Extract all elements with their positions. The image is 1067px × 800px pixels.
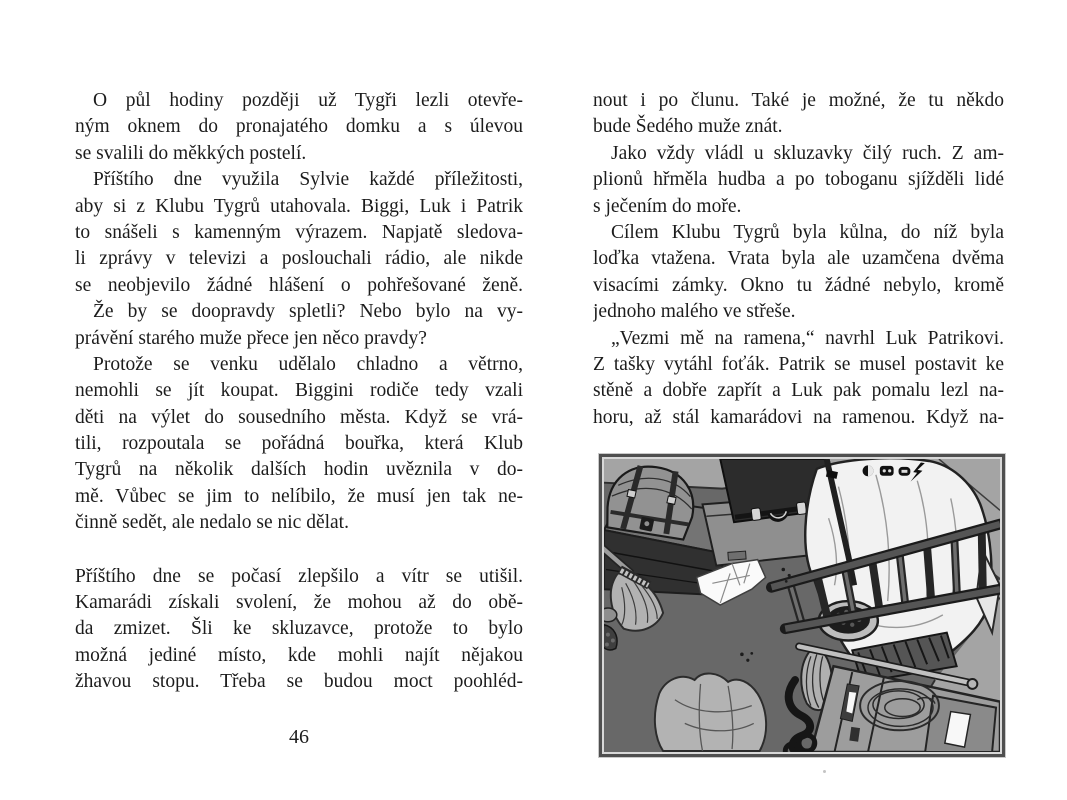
canvas-sack [655,673,766,751]
text-line: mě. Vůbec se jim to nelíbilo, že musí jen tak ne- [75,485,523,507]
text-line: tili, rozpoutala se pořádná bouřka, která Klub [75,433,523,455]
text-line: Cílem Klubu Tygrů byla kůlna, do níž byla [611,221,1004,243]
text-line: bude Šedého muže znát. [593,116,783,138]
text-line: Protože se venku udělalo chladno a větrno, [93,353,523,375]
text-line: horu, až stál kamarádovi na ramenou. Když na- [593,406,1004,428]
text-line: loďka vtažena. Vrata byla ale uzamčena dvěma [593,248,1004,270]
text-line: se svalili do měkkých postelí. [75,142,307,164]
frame-counter-icon [880,466,894,476]
text-line: O půl hodiny později už Tygři lezli otevře- [93,90,523,111]
page-number: 46 [289,726,309,748]
text-line: to snášeli s kamenným výrazem. Napjatě sledova- [75,221,523,243]
battery-icon [863,465,874,476]
text-line: aby si z Klubu Tygrů utahovala. Biggi, Luk i Patrik [75,195,523,217]
text-line: Příštího dne využila Sylvie každé příležitosti, [93,169,523,191]
text-line: plionů hřměla hudba a po toboganu sjížděli lidé [593,169,1004,191]
text-line: „Vezmi mě na ramena,“ navrhl Luk Patrikovi. [611,327,1004,349]
text-line: se neobjevilo žádné hlášení o pohřešované ženě. [75,274,523,296]
mode-icon [899,467,911,476]
left-page-text [75,88,523,696]
text-line: právění starého muže přece jen něco pravdy? [75,327,427,349]
text-line: Z tašky vytáhl foťák. Patrik se musel postavit ke [593,353,1004,375]
illustration-frame [599,454,1005,757]
text-line: ným oknem do pronajatého domku a s úlevou [75,116,523,138]
shed-illustration [598,453,1006,758]
text-line: visacími zámky. Okno tu žádné nebylo, kromě [593,274,1004,296]
text-line: stěně a dobře zapřít a Luk pak pomalu lezl na- [593,380,1004,402]
text-line: činně sedět, ale nedalo se nic dělat. [75,512,349,534]
text-line: Jako vždy vládl u skluzavky čilý ruch. Z am- [611,142,1004,164]
text-line: Kamarádi získali svolení, že mohou až do obě- [75,592,523,614]
text-line: děti na výlet do sousedního města. Když se vrá- [75,406,523,428]
print-speck [823,770,826,773]
text-line: jednoho malého ve střeše. [593,301,796,323]
text-line: li zprávy v televizi a poslouchali rádio, ale nikde [75,248,523,270]
text-line: da zmizet. Šli ke skluzavce, protože to bylo [75,618,523,640]
text-line: nout i po člunu. Také je možné, že tu někdo [593,90,1004,111]
text-line: Že by se doopravdy spletli? Nebo bylo na vy- [93,301,523,323]
shed-illustration-drawing [604,459,1000,752]
text-line: žhavou stopu. Třeba se budou moct poohléd- [75,671,523,693]
text-line: s ječením do moře. [593,195,742,217]
text-line: nemohli se jít koupat. Biggini rodiče tedy vzali [75,380,523,402]
text-line: Tygrů na několik dalších hodin uvěznila v do- [75,459,523,481]
text-line: možná jediné místo, kde mohli najít nějakou [75,644,523,666]
text-line: Příštího dne se počasí zlepšilo a vítr se utišil. [75,565,523,587]
right-page-text [593,88,1004,431]
